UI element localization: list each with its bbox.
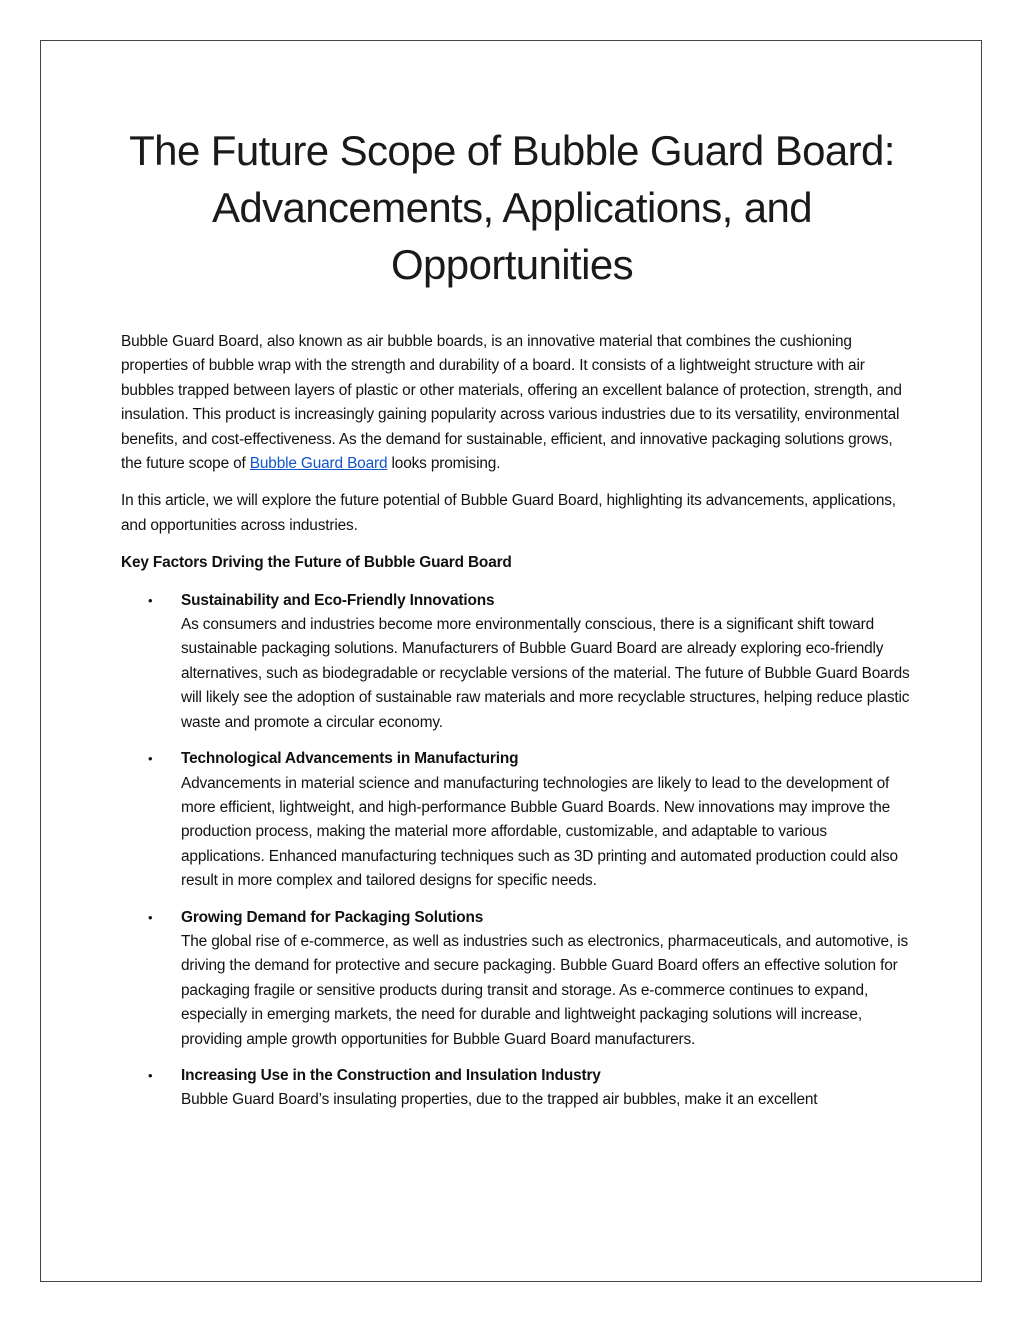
bullet-icon: • (148, 1067, 153, 1083)
document-body (121, 330, 911, 1125)
bubble-guard-board-link[interactable]: Bubble Guard Board (249, 455, 388, 473)
factors-list (121, 589, 911, 1113)
factor-body: As consumers and industries become more environmentally conscious, there is a significant shift toward sustainable packaging solutions. Manufacturers of Bubble Guard Board are already exploring eco-friendly alternatives, such as biodegradable or recyclable versions of the material. The future of Bubble Guard Boards will likely see the adoption of sustainable raw materials and more recyclable structures, helping reduce plastic waste and promote a circular economy. (181, 616, 910, 731)
factor-title: Technological Advancements in Manufacturing (181, 750, 519, 768)
bullet-icon: • (148, 909, 153, 925)
list-item (121, 1064, 911, 1113)
list-item (121, 906, 911, 1052)
intro-paragraph (121, 330, 911, 476)
section-heading: Key Factors Driving the Future of Bubble Guard Board (121, 554, 512, 572)
factor-title: Growing Demand for Packaging Solutions (181, 908, 484, 926)
second-paragraph: In this article, we will explore the future potential of Bubble Guard Board, highlighting its advancements, applications, and opportunities across industries. (121, 492, 896, 534)
document-title: The Future Scope of Bubble Guard Board: Advancements, Applications, and Opportunities (129, 127, 895, 288)
list-item (121, 589, 911, 735)
bullet-icon: • (148, 592, 153, 608)
factor-body: Advancements in material science and manufacturing technologies are likely to lead to the development of more efficient, lightweight, and high-performance Bubble Guard Boards. New innovations may improve the production process, making the material more affordable, customizable, and adaptable to various applications. Enhanced manufacturing techniques such as 3D printing and automated production could also result in more complex and tailored designs for specific needs. (181, 774, 898, 890)
bullet-icon: • (148, 751, 153, 767)
factor-body: The global rise of e-commerce, as well as industries such as electronics, pharmaceuticals, and automotive, is driving the demand for protective and secure packaging. Bubble Guard Board offers an effective solution for packaging fragile or sensitive products during transit and storage. As e-commerce continues to expand, especially in emerging markets, the need for durable and lightweight packaging solutions will increase, providing ample growth opportunities for Bubble Guard Board manufacturers. (181, 932, 909, 1048)
intro-text-end: looks promising. (387, 455, 501, 473)
list-item (121, 747, 911, 893)
factor-title: Increasing Use in the Construction and Insulation Industry (181, 1066, 601, 1084)
factor-title: Sustainability and Eco-Friendly Innovations (181, 591, 495, 609)
factor-body: Bubble Guard Board’s insulating properties, due to the trapped air bubbles, make it an excellent (181, 1091, 818, 1109)
intro-text: Bubble Guard Board, also known as air bubble boards, is an innovative material that combines the cushioning properties of bubble wrap with the strength and durability of a board. It consists of a lightweight structure with air bubbles trapped between layers of plastic or other materials, offering an excellent balance of protection, strength, and insulation. This product is increasingly gaining popularity across various industries due to its versatility, environmental benefits, and cost-effectiveness. As the demand for sustainable, efficient, and innovative packaging solutions grows, the future scope of (121, 333, 902, 473)
